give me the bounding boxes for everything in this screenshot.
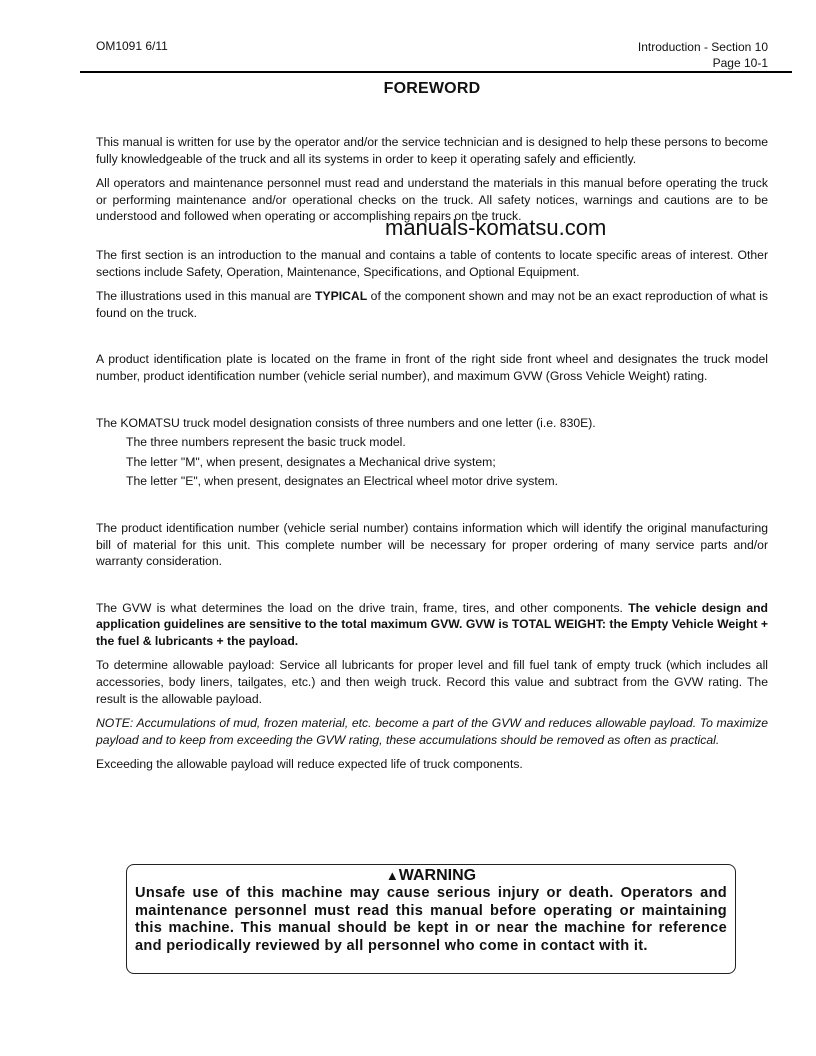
document-id: OM1091 6/11 (96, 39, 168, 53)
warning-title: ▲WARNING (385, 867, 477, 884)
list-item: The letter "M", when present, designates a Mechanical drive system; (126, 454, 496, 469)
paragraph-gvw: The GVW is what determines the load on the drive train, frame, tires, and other components. The vehicle design and application guidelines are sensitive to the total maximum GVW. GVW is TOTAL WEIGHT: the Empty Vehicle Weight + the fuel & lubricants + the payload. (96, 600, 768, 648)
paragraph-model-designation: The KOMATSU truck model designation consists of three numbers and one letter (i.e. 830E). (96, 415, 596, 430)
paragraph-sections: The first section is an introduction to the manual and contains a table of contents to locate specific areas of interest. Other sections include Safety, Operation, Maintenance, Specifications, and Optional Equipment. (96, 247, 768, 279)
note-accumulations: NOTE: Accumulations of mud, frozen material, etc. become a part of the GVW and reduces allowable payload. To maximize payload and to keep from exceeding the GVW rating, these accumulations should be removed as often as practical. (96, 716, 768, 747)
warning-text: Unsafe use of this machine may cause serious injury or death. Operators and maintenance personnel must read this manual before operating or maintaining this machine. This manual should be kept in or near the machine for reference and periodically reviewed by all personnel who come in contact with it. (135, 885, 727, 954)
paragraph-serial-number: The product identification number (vehicle serial number) contains information which will identify the original manufacturing bill of material for this unit. This complete number will be necessary for proper ordering of many service parts and/or warranty consideration. (96, 520, 768, 569)
header-rule (80, 71, 792, 73)
warning-triangle-icon: ▲ (385, 868, 399, 883)
section-label: Introduction - Section 10 (637, 40, 768, 54)
watermark: manuals-komatsu.com (385, 215, 607, 240)
document-body (96, 134, 768, 781)
warning-box (126, 864, 736, 974)
list-item: The letter "E", when present, designates an Electrical wheel motor drive system. (126, 474, 559, 489)
paragraph-illustrations: The illustrations used in this manual are TYPICAL of the component shown and may not be an exact reproduction of what is found on the truck. (96, 289, 768, 320)
running-header (638, 39, 768, 71)
paragraph-exceeding-payload: Exceeding the allowable payload will reduce expected life of truck components. (96, 757, 523, 772)
paragraph-purpose: This manual is written for use by the operator and/or the service technician and is designed to help these persons to become fully knowledgeable of the truck and all its systems in order to keep it operating safely and efficiently. (96, 135, 768, 166)
paragraph-read-requirement: All operators and maintenance personnel must read and understand the materials in this manual before operating the truck or performing maintenance and/or operational checks on the truck. All safety notices, warnings and cautions are to be understood and followed when operating or accomplishing repairs on the truck. (96, 176, 768, 224)
page-number: Page 10-1 (712, 56, 768, 70)
paragraph-allowable-payload: To determine allowable payload: Service all lubricants for proper level and fill fuel tank of empty truck (which includes all accessories, body liners, tailgates, etc.) and then weigh truck. Record this value and subtract from the GVW rating. The result is the allowable payload. (96, 658, 768, 706)
paragraph-id-plate: A product identification plate is located on the frame in front of the right side front wheel and designates the truck model number, product identification number (vehicle serial number), and maximum GVW (Gross Vehicle Weight) rating. (96, 352, 768, 383)
list-item: The three numbers represent the basic truck model. (126, 435, 406, 450)
page-title: FOREWORD (383, 80, 481, 97)
